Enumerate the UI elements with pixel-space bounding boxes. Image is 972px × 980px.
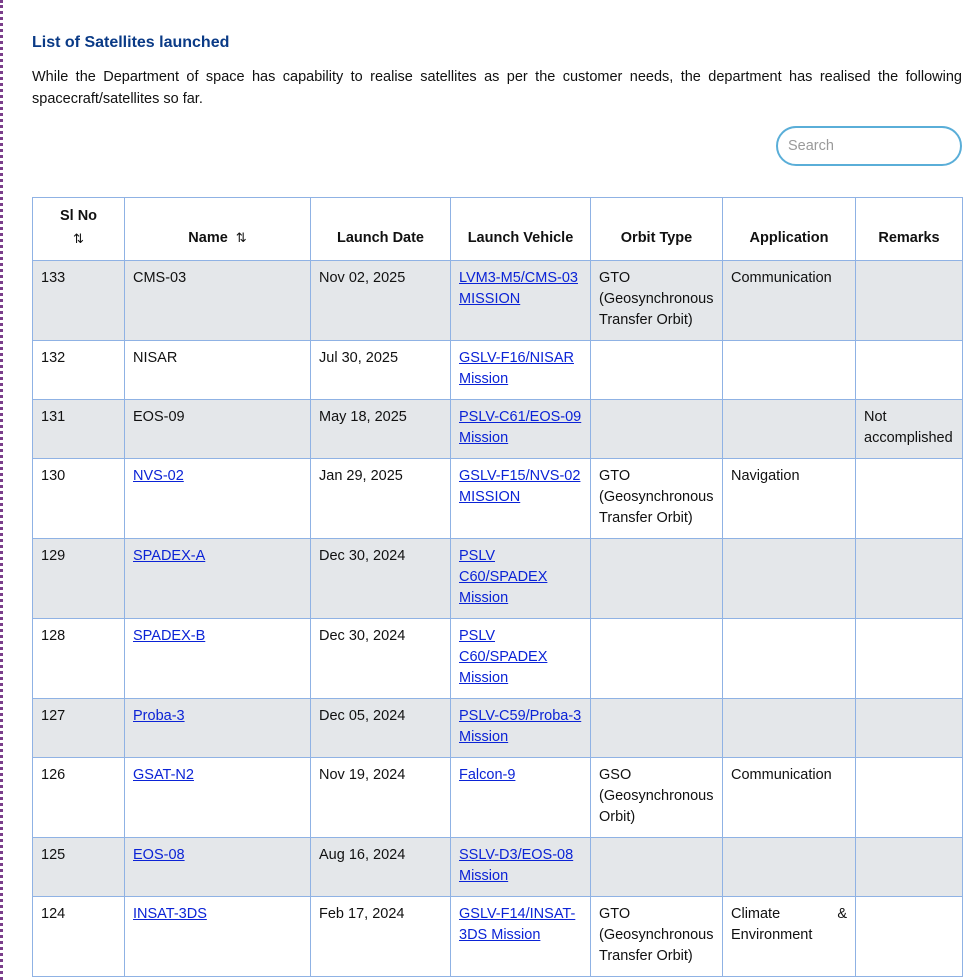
cell-sl-no: 126 [33,758,125,838]
table-row [33,758,963,838]
cell-remarks [856,341,963,400]
cell-application: Communication [723,758,856,838]
cell-remarks [856,261,963,341]
table-row [33,897,963,977]
cell-sl-no: 131 [33,400,125,459]
cell-name [125,897,311,977]
cell-remarks [856,619,963,699]
cell-launch-vehicle [451,758,591,838]
cell-application [723,539,856,619]
cell-sl-no: 125 [33,838,125,897]
cell-orbit-type [591,699,723,758]
cell-name-link[interactable]: Proba-3 [133,708,185,724]
sort-updown-icon[interactable]: ⇅ [73,231,84,246]
cell-name-link[interactable]: GSAT-N2 [133,767,194,783]
cell-orbit-type: GTO (Geosynchronous Transfer Orbit) [591,459,723,539]
cell-launch-date: Aug 16, 2024 [311,838,451,897]
cell-orbit-type: GSO (Geosynchronous Orbit) [591,758,723,838]
cell-name: NISAR [125,341,311,400]
cell-launch-vehicle-link[interactable]: Falcon-9 [459,767,516,783]
cell-sl-no: 128 [33,619,125,699]
sort-updown-icon[interactable]: ⇅ [235,230,247,245]
cell-application: Communication [723,261,856,341]
cell-application: Climate & Environment [723,897,856,977]
cell-launch-date: Jul 30, 2025 [311,341,451,400]
cell-orbit-type: GTO (Geosynchronous Transfer Orbit) [591,261,723,341]
cell-remarks [856,459,963,539]
cell-launch-vehicle [451,699,591,758]
cell-launch-vehicle-link[interactable]: GSLV-F15/NVS-02 MISSION [459,468,581,505]
cell-name [125,539,311,619]
header-name-label: Name [188,230,228,246]
cell-sl-no: 133 [33,261,125,341]
header-sl-no[interactable] [33,198,125,261]
cell-sl-no: 124 [33,897,125,977]
cell-launch-vehicle [451,539,591,619]
left-dotted-border [0,0,3,980]
table-row [33,341,963,400]
cell-launch-vehicle [451,619,591,699]
header-name[interactable] [125,198,311,261]
table-body [33,261,963,977]
intro-paragraph: While the Department of space has capability to realise satellites as per the customer needs, the department has realised the following spacecraft/satellites so far. [32,69,962,107]
header-launch-vehicle: Launch Vehicle [451,198,591,261]
cell-name [125,758,311,838]
header-application: Application [723,198,856,261]
cell-launch-vehicle-link[interactable]: GSLV-F16/NISAR Mission [459,350,574,387]
table-row [33,400,963,459]
cell-application [723,699,856,758]
page-title: List of Satellites launched [32,34,230,51]
cell-remarks [856,539,963,619]
cell-name-link[interactable]: NVS-02 [133,468,184,484]
cell-orbit-type [591,619,723,699]
cell-launch-vehicle-link[interactable]: PSLV C60/SPADEX Mission [459,548,548,606]
cell-remarks: Not accomplished [856,400,963,459]
cell-name: CMS-03 [125,261,311,341]
header-sl-no-label: Sl No [59,208,98,224]
cell-launch-date: Jan 29, 2025 [311,459,451,539]
cell-launch-vehicle [451,261,591,341]
cell-name [125,459,311,539]
cell-launch-vehicle-link[interactable]: PSLV C60/SPADEX Mission [459,628,548,686]
search-input[interactable] [776,126,962,166]
cell-application [723,619,856,699]
cell-orbit-type [591,838,723,897]
table-header-row [33,198,963,261]
cell-name-link[interactable]: SPADEX-A [133,548,206,564]
cell-launch-date: Dec 30, 2024 [311,539,451,619]
header-orbit-type: Orbit Type [591,198,723,261]
cell-orbit-type: GTO (Geosynchronous Transfer Orbit) [591,897,723,977]
cell-orbit-type [591,539,723,619]
cell-launch-vehicle [451,459,591,539]
cell-orbit-type [591,400,723,459]
header-launch-date: Launch Date [311,198,451,261]
cell-name-link[interactable]: EOS-08 [133,847,185,863]
cell-name [125,838,311,897]
satellites-table-wrap [32,197,962,977]
satellites-table [32,197,963,977]
cell-remarks [856,838,963,897]
cell-orbit-type [591,341,723,400]
cell-launch-vehicle-link[interactable]: PSLV-C61/EOS-09 Mission [459,409,582,446]
cell-launch-vehicle-link[interactable]: LVM3-M5/CMS-03 MISSION [459,270,578,307]
table-row [33,459,963,539]
cell-launch-vehicle [451,341,591,400]
cell-launch-date: Nov 19, 2024 [311,758,451,838]
cell-application [723,838,856,897]
cell-remarks [856,758,963,838]
cell-sl-no: 130 [33,459,125,539]
table-row [33,699,963,758]
cell-name: EOS-09 [125,400,311,459]
cell-application: Navigation [723,459,856,539]
cell-name-link[interactable]: SPADEX-B [133,628,206,644]
cell-launch-vehicle [451,400,591,459]
cell-application [723,341,856,400]
header-remarks: Remarks [856,198,963,261]
cell-launch-vehicle [451,897,591,977]
table-row [33,539,963,619]
cell-name [125,699,311,758]
cell-sl-no: 129 [33,539,125,619]
cell-sl-no: 132 [33,341,125,400]
cell-name [125,619,311,699]
table-row [33,619,963,699]
table-row [33,838,963,897]
cell-launch-date: Nov 02, 2025 [311,261,451,341]
cell-application [723,400,856,459]
cell-launch-vehicle-link[interactable]: PSLV-C59/Proba-3 Mission [459,708,582,745]
table-row [33,261,963,341]
cell-launch-date: May 18, 2025 [311,400,451,459]
cell-launch-vehicle-link[interactable]: GSLV-F14/INSAT-3DS Mission [459,906,576,943]
cell-remarks [856,897,963,977]
cell-launch-vehicle [451,838,591,897]
cell-launch-vehicle-link[interactable]: SSLV-D3/EOS-08 Mission [459,847,574,884]
cell-remarks [856,699,963,758]
cell-sl-no: 127 [33,699,125,758]
cell-launch-date: Dec 30, 2024 [311,619,451,699]
cell-launch-date: Feb 17, 2024 [311,897,451,977]
cell-launch-date: Dec 05, 2024 [311,699,451,758]
cell-name-link[interactable]: INSAT-3DS [133,906,207,922]
